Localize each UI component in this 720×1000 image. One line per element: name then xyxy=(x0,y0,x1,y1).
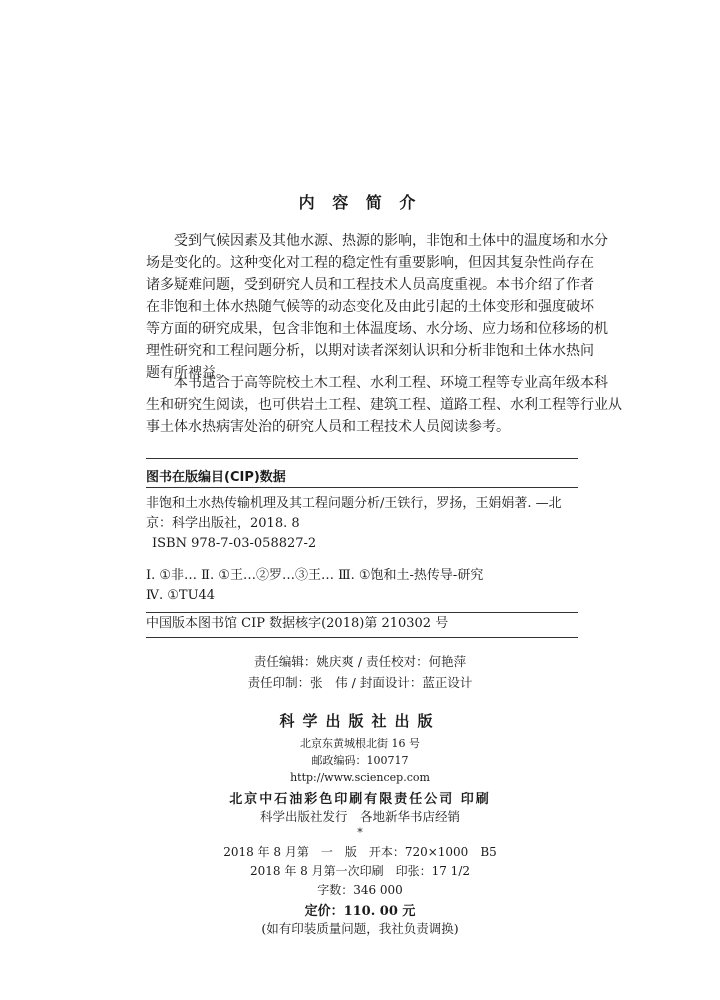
separator-star: * xyxy=(357,826,363,839)
cip-record-number: 中国版本图书馆 CIP 数据核字(2018)第 210302 号 xyxy=(146,616,449,631)
text-line: 题有所裨益。 xyxy=(146,365,230,381)
publisher-url: http://www.sciencep.com xyxy=(290,771,430,784)
editorial-credits xyxy=(0,651,720,693)
price: 定价：110. 00 元 xyxy=(304,904,416,919)
text-line: 京：科学出版社，2018. 8 xyxy=(146,516,300,531)
text-line: 生和研究生阅读，也可供岩土工程、建筑工程、道路工程、水利工程等行业从 xyxy=(146,397,622,413)
printer-line: 北京中石油彩色印刷有限责任公司 印刷 xyxy=(229,792,491,807)
summary-title: 内 容 简 介 xyxy=(298,193,422,212)
text-line: 等方面的研究成果，包含非饱和土体温度场、水分场、应力场和位移场的机 xyxy=(146,321,608,337)
publisher-name: 科学出版社出版 xyxy=(279,712,441,730)
text-line: 理性研究和工程问题分析，以期对读者深刻认识和分析非饱和土体水热问 xyxy=(146,343,594,359)
summary-paragraph-1 xyxy=(146,230,608,384)
divider xyxy=(146,458,578,459)
text-line: 受到气候因素及其他水源、热源的影响，非饱和土体中的温度场和水分 xyxy=(174,233,608,249)
word-count: 字数：346 000 xyxy=(317,883,403,897)
divider xyxy=(146,637,578,638)
text-line: 场是变化的。这种变化对工程的稳定性有重要影响，但因其复杂性尚存在 xyxy=(146,255,594,271)
text-line: 本书适合于高等院校土木工程、水利工程、环境工程等专业高年级本科 xyxy=(174,375,608,391)
credit-line: 责任印制：张 伟 / 封面设计：蓝正设计 xyxy=(247,675,473,690)
text-line: Ⅰ. ①非… Ⅱ. ①王…②罗…③王… Ⅲ. ①饱和土-热传导-研究 xyxy=(146,568,484,583)
cip-title-entry xyxy=(146,494,578,554)
quality-notice: (如有印装质量问题，我社负责调换) xyxy=(261,921,459,936)
credit-line: 责任编辑：姚庆爽 / 责任校对：何艳萍 xyxy=(253,654,467,669)
divider xyxy=(146,612,578,613)
publisher-postcode: 邮政编码：100717 xyxy=(311,754,409,767)
printing-line: 2018 年 8 月第一次印刷 印张：17 1/2 xyxy=(249,864,470,878)
text-line: 诸多疑难问题，受到研究人员和工程技术人员高度重视。本书介绍了作者 xyxy=(146,277,594,293)
publisher-block xyxy=(0,710,720,939)
text-line: 在非饱和土体水热随气候等的动态变化及由此引起的土体变形和强度破坏 xyxy=(146,299,594,315)
divider xyxy=(146,487,578,488)
isbn: ISBN 978-7-03-058827-2 xyxy=(152,536,317,551)
text-line: 事土体水热病害处治的研究人员和工程技术人员阅读参考。 xyxy=(146,419,510,435)
cip-heading: 图书在版编目(CIP)数据 xyxy=(146,470,286,485)
text-line: Ⅳ. ①TU44 xyxy=(146,588,216,603)
edition-line: 2018 年 8 月第 一 版 开本：720×1000 B5 xyxy=(223,845,497,859)
distribution-line: 科学出版社发行 各地新华书店经销 xyxy=(259,809,460,824)
cip-subject-entry xyxy=(146,566,578,606)
summary-paragraph-2 xyxy=(146,372,622,438)
publisher-address: 北京东黄城根北街 16 号 xyxy=(300,737,420,750)
text-line: 非饱和土水热传输机理及其工程问题分析/王铁行，罗扬，王娟娟著. —北 xyxy=(146,496,562,511)
